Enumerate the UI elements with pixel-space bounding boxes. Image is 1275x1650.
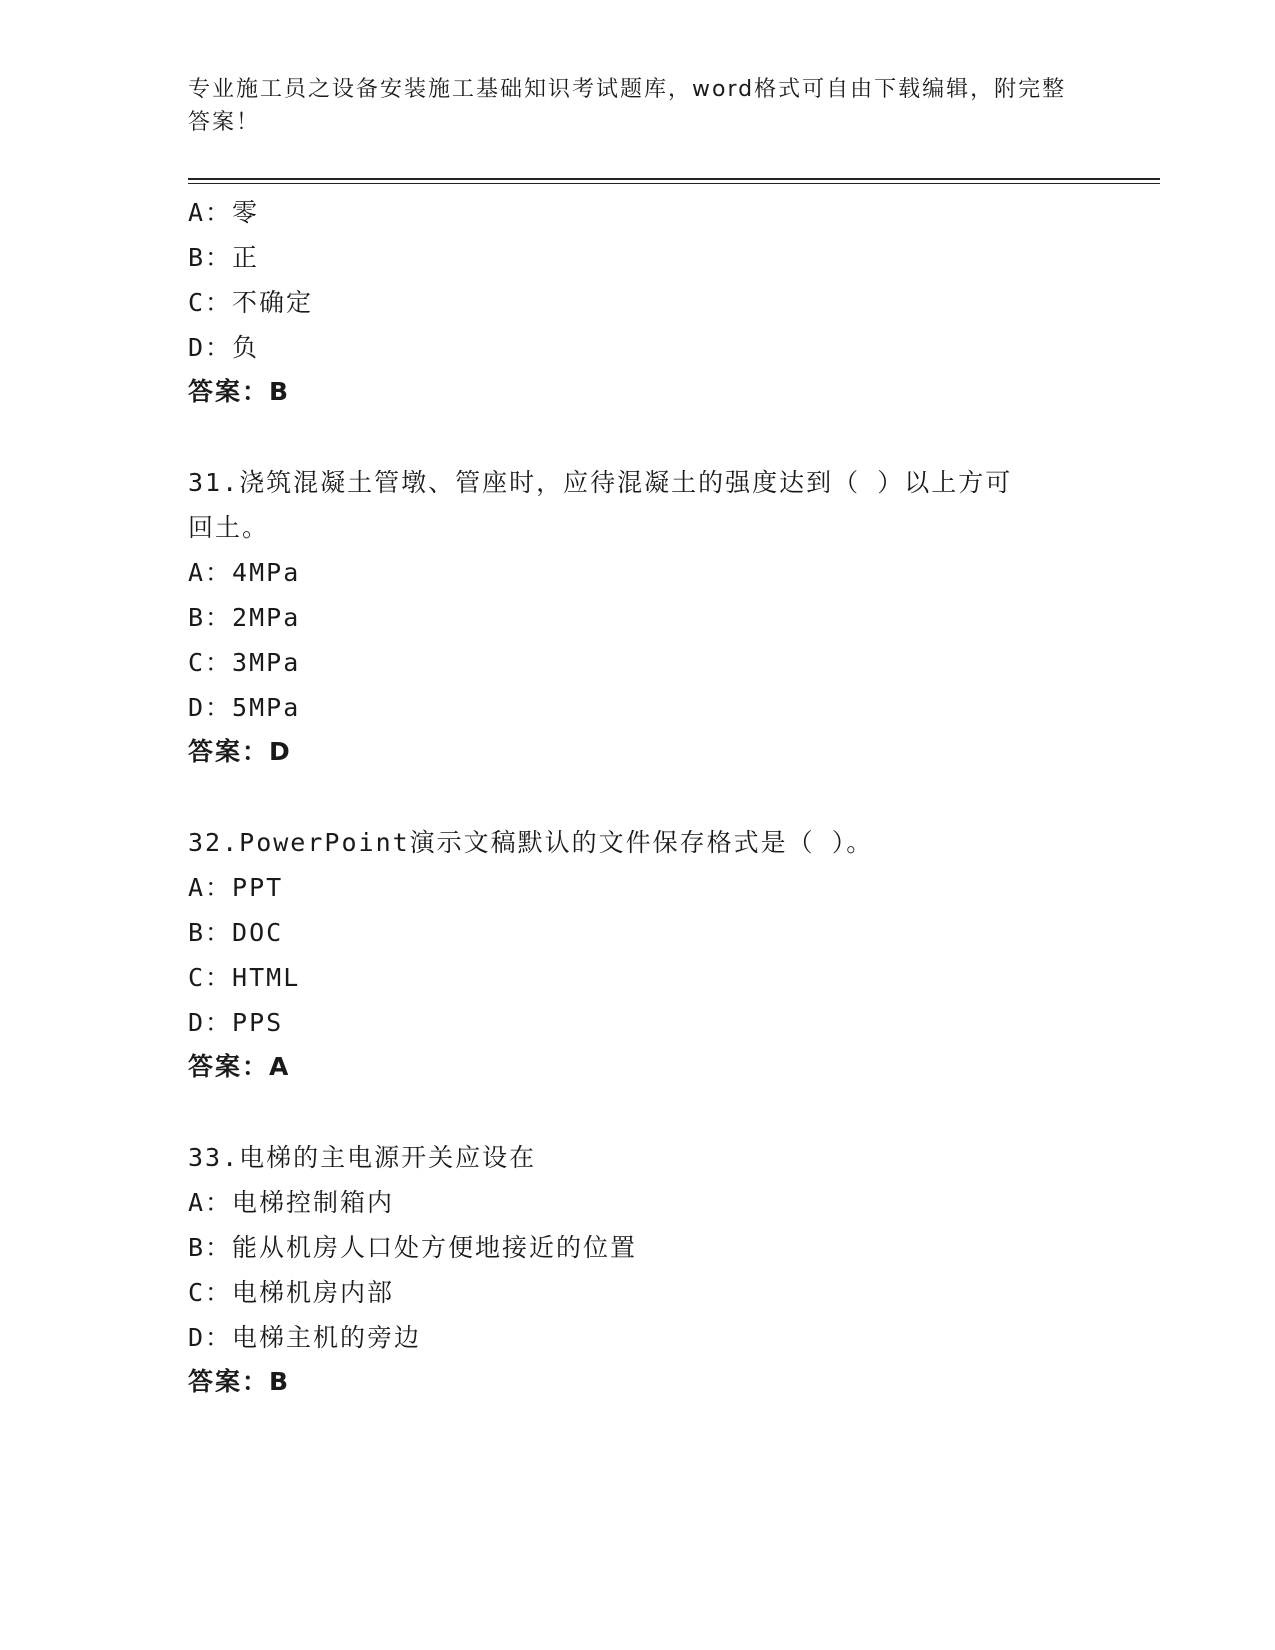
question-stem-continued: 回土。	[188, 513, 270, 542]
option-d: D：负	[188, 333, 260, 362]
answer-label: 答案：B	[188, 377, 291, 406]
option-c: C：3MPa	[188, 648, 301, 677]
answer-label: 答案：A	[188, 1052, 291, 1081]
option-a: A：零	[188, 198, 260, 227]
option-a: A：电梯控制箱内	[188, 1188, 395, 1217]
option-d: D：5MPa	[188, 693, 301, 722]
answer-label: 答案：D	[188, 737, 292, 766]
option-c: C：HTML	[188, 963, 301, 992]
question-stem: 33.电梯的主电源开关应设在	[188, 1143, 537, 1172]
option-b: B：DOC	[188, 918, 284, 947]
option-a: A：4MPa	[188, 558, 301, 587]
option-b: B：正	[188, 243, 260, 272]
option-c: C：不确定	[188, 288, 314, 317]
option-a: A：PPT	[188, 873, 284, 902]
option-c: C：电梯机房内部	[188, 1278, 395, 1307]
option-b: B：2MPa	[188, 603, 301, 632]
answer-label: 答案：B	[188, 1367, 291, 1396]
option-b: B：能从机房人口处方便地接近的位置	[188, 1233, 638, 1262]
document-header: 专业施工员之设备安装施工基础知识考试题库，word格式可自由下载编辑，附完整答案！	[188, 77, 1067, 135]
header-rule	[188, 178, 1160, 180]
question-stem: 31.浇筑混凝土管墩、管座时，应待混凝土的强度达到（ ）以上方可	[188, 468, 1013, 497]
question-stem: 32.PowerPoint演示文稿默认的文件保存格式是（ ）。	[188, 828, 874, 857]
header-rule-thin	[188, 183, 1160, 184]
option-d: D：电梯主机的旁边	[188, 1323, 422, 1352]
option-d: D：PPS	[188, 1008, 284, 1037]
